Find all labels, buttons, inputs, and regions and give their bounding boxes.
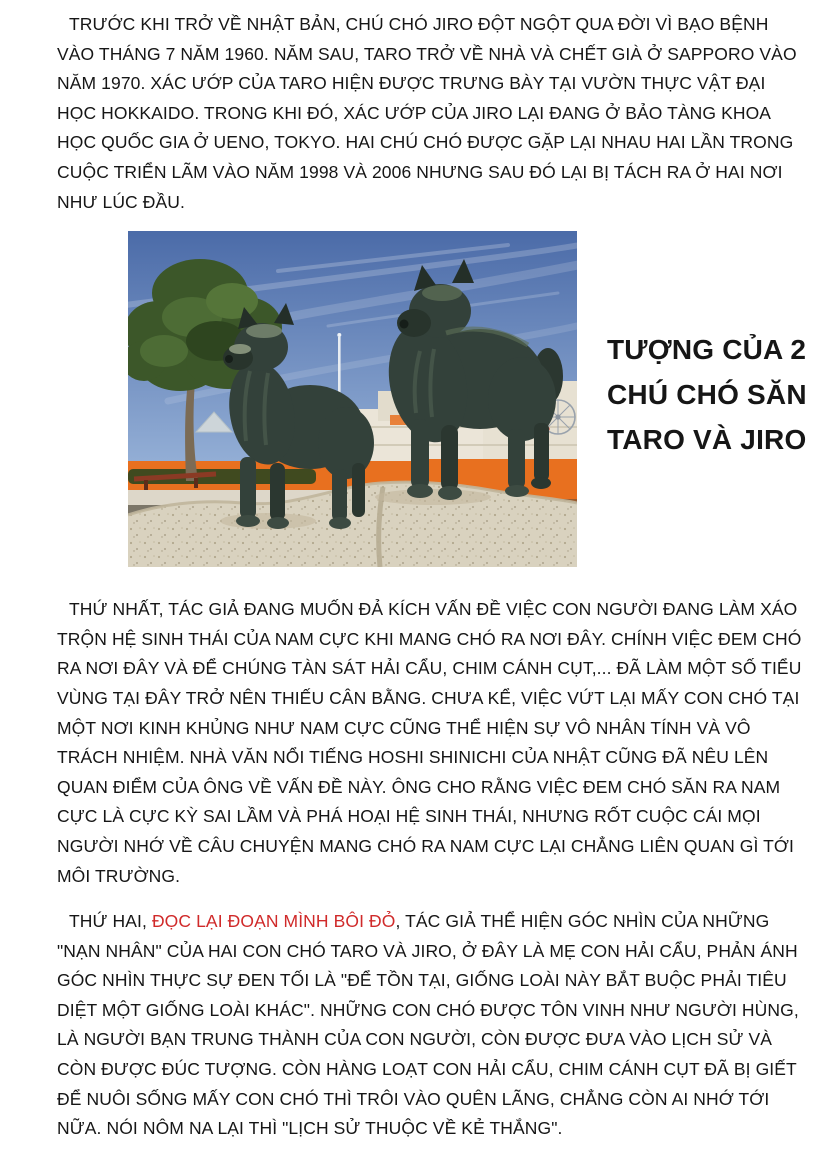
paragraph-1: TRƯỚC KHI TRỞ VỀ NHẬT BẢN, CHÚ CHÓ JIRO ĐỘT NGỘT QUA ĐỜI VÌ BẠO BỆNH VÀO THÁNG 7 NĂM 1960. NĂM SAU, TARO TRỞ VỀ NHÀ VÀ CHẾT GIÀ Ở SAPPORO VÀO NĂM 1970. XÁC ƯỚP CỦA TARO HIỆN ĐƯỢC TRƯNG BÀY TẠI VƯỜN THỰC VẬT ĐẠI HỌC HOKKAIDO. TRONG KHI ĐÓ, XÁC ƯỚP CỦA JIRO LẠI ĐANG Ở BẢO TÀNG KHOA HỌC QUỐC GIA Ở UENO, TOKYO. HAI CHÚ CHÓ ĐƯỢC GẶP LẠI NHAU HAI LẦN TRONG CUỘC TRIỂN LÃM VÀO NĂM 1998 VÀ 2006 NHƯNG SAU ĐÓ LẠI BỊ TÁCH RA Ở HAI NƠI NHƯ LÚC ĐẦU. <box>57 14 797 212</box>
statues-photo <box>128 231 577 567</box>
paragraph-3 <box>57 907 803 1144</box>
photo-caption <box>607 231 807 462</box>
photo-caption-line-1: TƯỢNG CỦA 2 <box>607 334 807 366</box>
paragraph-3-red-highlight: ĐỌC LẠI ĐOẠN MÌNH BÔI ĐỎ <box>151 911 396 932</box>
document-content <box>57 10 807 1144</box>
paragraph-2: THỨ NHẤT, TÁC GIẢ ĐANG MUỐN ĐẢ KÍCH VẤN ĐỀ VIỆC CON NGƯỜI ĐANG LÀM XÁO TRỘN HỆ SINH THÁI CỦA NAM CỰC KHI MANG CHÓ RA NƠI ĐÂY. CHÍNH VIỆC ĐEM CHÓ RA NƠI ĐÂY VÀ ĐỂ CHÚNG TÀN SÁT HẢI CẨU, CHIM CÁNH CỤT,... ĐÃ LÀM MỘT SỐ TIỂU VÙNG TẠI ĐÂY TRỞ NÊN THIẾU CÂN BẰNG. CHƯA KỂ, VIỆC VỨT LẠI MẤY CON CHÓ TẠI MỘT NƠI KINH KHỦNG NHƯ NAM CỰC CŨNG THỂ HIỆN SỰ VÔ NHÂN TÍNH VÀ VÔ TRÁCH NHIỆM. NHÀ VĂN NỔI TIẾNG HOSHI SHINICHI CỦA NHẬT CŨNG ĐÃ NÊU LÊN QUAN ĐIỂM CỦA ÔNG VỀ VẤN ĐỀ NÀY. ÔNG CHO RẰNG VIỆC ĐEM CHÓ SĂN RA NAM CỰC LÀ CỰC KỲ SAI LẦM VÀ PHÁ HOẠI HỆ SINH THÁI, NHƯNG RỐT CUỘC CÁI MỌI NGƯỜI NHỚ VỀ CÂU CHUYỆN MANG CHÓ RA NAM CỰC LẠI CHẲNG LIÊN QUAN GÌ TỚI MÔI TRƯỜNG. <box>57 599 802 886</box>
paragraph-3-prefix: THỨ HAI, <box>69 911 152 932</box>
photo-caption-line-3: TARO VÀ JIRO <box>607 424 807 456</box>
paragraph-3-suffix: , TÁC GIẢ THỂ HIỆN GÓC NHÌN CỦA NHỮNG "NẠN NHÂN" CỦA HAI CON CHÓ TARO VÀ JIRO, Ở ĐÂY LÀ MẸ CON HẢI CẨU, PHẢN ÁNH GÓC NHÌN THỰC SỰ ĐEN TỐI LÀ "ĐỂ TỒN TẠI, GIỐNG LOÀI NÀY BẮT BUỘC PHẢI TIÊU DIỆT MỘT GIỐNG LOÀI KHÁC". NHỮNG CON CHÓ ĐƯỢC TÔN VINH NHƯ NGƯỜI HÙNG, LÀ NGƯỜI BẠN TRUNG THÀNH CỦA CON NGƯỜI, CÒN ĐƯỢC ĐƯA VÀO LỊCH SỬ VÀ CÒN ĐƯỢC ĐÚC TƯỢNG. CÒN HÀNG LOẠT CON HẢI CẨU, CHIM CÁNH CỤT ĐÃ BỊ GIẾT ĐỂ NUÔI SỐNG MẤY CON CHÓ THÌ TRÔI VÀO QUÊN LÃNG, CHẲNG CÒN AI NHỚ TỚI NỮA. NÓI NÔM NA LẠI THÌ "LỊCH SỬ THUỘC VỀ KẺ THẮNG". <box>57 911 799 1139</box>
photo-caption-line-2: CHÚ CHÓ SĂN <box>607 379 807 411</box>
photo-row <box>128 231 807 567</box>
statues-photo-illustration <box>128 231 577 567</box>
